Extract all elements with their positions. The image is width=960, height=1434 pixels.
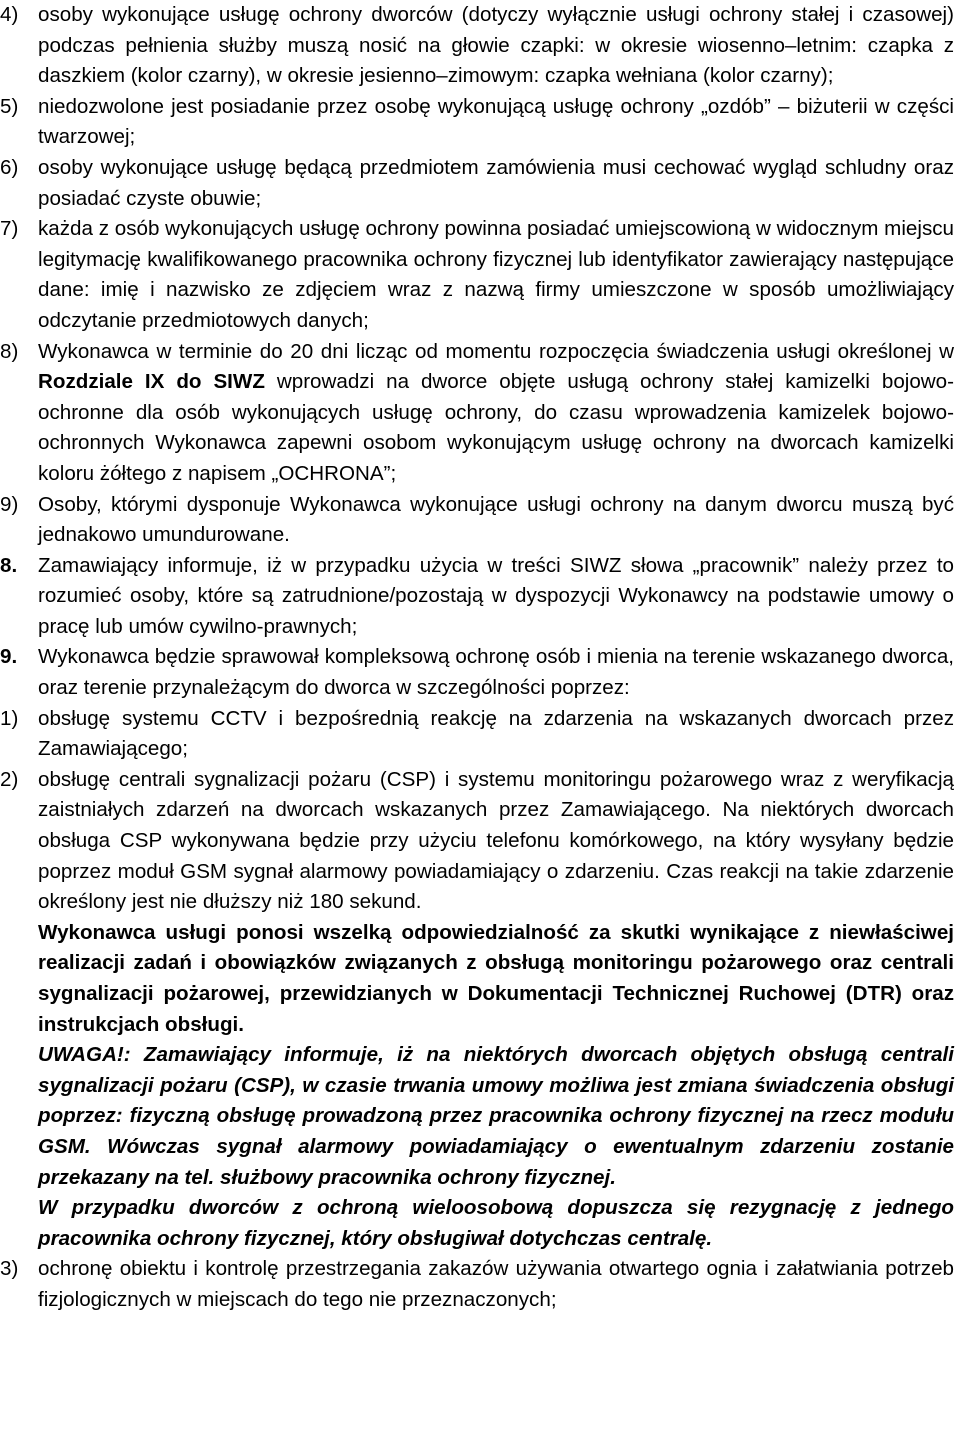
section-text: Zamawiający informuje, iż w przypadku użycia w treści SIWZ słowa „pracownik” należy przez to rozumieć osoby, które są zatrudnione/pozostają w dyspozycji Wykonawcy na podstawie umowy o pracę lub umów cywilno-prawnych;	[38, 553, 954, 638]
item-number: 9)	[0, 492, 19, 516]
sub-item-3	[0, 1254, 960, 1315]
item-text: Osoby, którymi dysponuje Wykonawca wykonujące usługi ochrony na danym dworcu muszą być jednakowo umundurowane.	[38, 492, 954, 547]
section-text: Wykonawca będzie sprawował kompleksową ochronę osób i mienia na terenie wskazanego dworca, oraz terenie przynależącym do dworca w szczególności poprzez:	[38, 645, 954, 700]
item-number: 1)	[0, 706, 19, 730]
list-item-9	[0, 490, 960, 551]
item-text: każda z osób wykonujących usługę ochrony powinna posiadać umiejscowioną w widocznym miejscu legitymację kwalifikowanego pracownika ochrony fizycznej lub identyfikator zawierający następujące dane: imię i nazwisko ze zdjęciem wraz z nazwą firmy umieszczone w sposób umożliwiający odczytanie przedmiotowych danych;	[38, 217, 954, 332]
item-number: 6)	[0, 155, 19, 179]
item-number: 2)	[0, 767, 19, 791]
w-przypadku-paragraph: W przypadku dworców z ochroną wieloosobową dopuszcza się rezygnację z jednego pracownika ochrony fizycznej, który obsługiwał dotychczas centralę.	[38, 1196, 954, 1250]
section-8	[0, 551, 960, 643]
item-text: obsługę systemu CCTV i bezpośrednią reakcję na zdarzenia na wskazanych dworcach przez Zamawiającego;	[38, 706, 954, 761]
list-item-7	[0, 214, 960, 336]
sub-item-1	[0, 704, 960, 765]
item-number: 7)	[0, 217, 19, 241]
list-item-5	[0, 92, 960, 153]
item-number: 5)	[0, 94, 19, 118]
responsibility-paragraph: Wykonawca usługi ponosi wszelką odpowiedzialność za skutki wynikające z niewłaściwej realizacji zadań i obowiązków związanych z obsługą monitoringu pożarowego oraz centrali sygnalizacji pożarowej, przewidzianych w Dokumentacji Technicznej Ruchowej (DTR) oraz instrukcjach obsługi.	[38, 920, 954, 1036]
list-item-4	[0, 0, 960, 92]
item-text: ochronę obiektu i kontrolę przestrzegania zakazów używania otwartego ognia i załatwiania potrzeb fizjologicznych w miejscach do tego nie przeznaczonych;	[38, 1257, 954, 1311]
sub-item-2	[0, 765, 960, 918]
list-item-6	[0, 153, 960, 214]
uwaga-paragraph: UWAGA!: Zamawiający informuje, iż na niektórych dworcach objętych obsługą centrali sygnalizacji pożaru (CSP), w czasie trwania umowy możliwa jest zmiana świadczenia obsługi poprzez: fizyczną obsługę prowadzoną przez pracownika ochrony fizycznej na rzecz modułu GSM. Wówczas sygnał alarmowy powiadamiający o ewentualnym zdarzeniu zostanie przekazany na tel. służbowy pracownika ochrony fizycznej.	[38, 1043, 954, 1189]
item-text: osoby wykonujące usługę ochrony dworców (dotyczy wyłącznie usługi ochrony stałej i czasowej) podczas pełnienia służby muszą nosić na głowie czapki: w okresie wiosenno–letnim: czapka z daszkiem (kolor czarny), w okresie jesienno–zimowym: czapka wełniana (kolor czarny);	[38, 3, 954, 88]
section-number: 9.	[0, 645, 18, 669]
section-number: 8.	[0, 553, 18, 577]
item-text: niedozwolone jest posiadanie przez osobę wykonującą usługę ochrony „ozdób” – biżuterii w części twarzowej;	[38, 94, 954, 149]
item-text-part: Wykonawca w terminie do 20 dni licząc od momentu rozpoczęcia świadczenia usługi określonej w	[38, 339, 954, 363]
item-number: 8)	[0, 339, 19, 363]
section-9	[0, 642, 960, 703]
item-text: osoby wykonujące usługę będącą przedmiotem zamówienia musi cechować wygląd schludny oraz posiadać czyste obuwie;	[38, 155, 954, 210]
item-number: 4)	[0, 3, 19, 26]
item-text	[38, 340, 954, 485]
item-number: 3)	[0, 1257, 19, 1281]
list-item-8	[0, 337, 960, 490]
item-text-part: wprowadzi na dworce objęte usługą ochrony stałej kamizelki bojowo-ochronne dla osób wykonujących usługę ochrony, do czasu wprowadzenia kamizelek bojowo-ochronnych Wykonawca zapewni osobom wykonującym usługę ochrony na dworcach kamizelki koloru żółtego z napisem „OCHRONA”;	[38, 370, 954, 485]
item-text: obsługę centrali sygnalizacji pożaru (CSP) i systemu monitoringu pożarowego wraz z weryfikacją zaistniałych zdarzeń na dworcach wskazanych przez Zamawiającego. Na niektórych dworcach obsługa CSP wykonywana będzie przy użyciu telefonu komórkowego, na który wysyłany będzie poprzez moduł GSM sygnał alarmowy powiadamiający o zdarzeniu. Czas reakcji na takie zdarzenie określony jest nie dłuższy niż 180 sekund.	[38, 767, 954, 914]
item-text-bold: Rozdziale IX do SIWZ	[38, 370, 265, 394]
